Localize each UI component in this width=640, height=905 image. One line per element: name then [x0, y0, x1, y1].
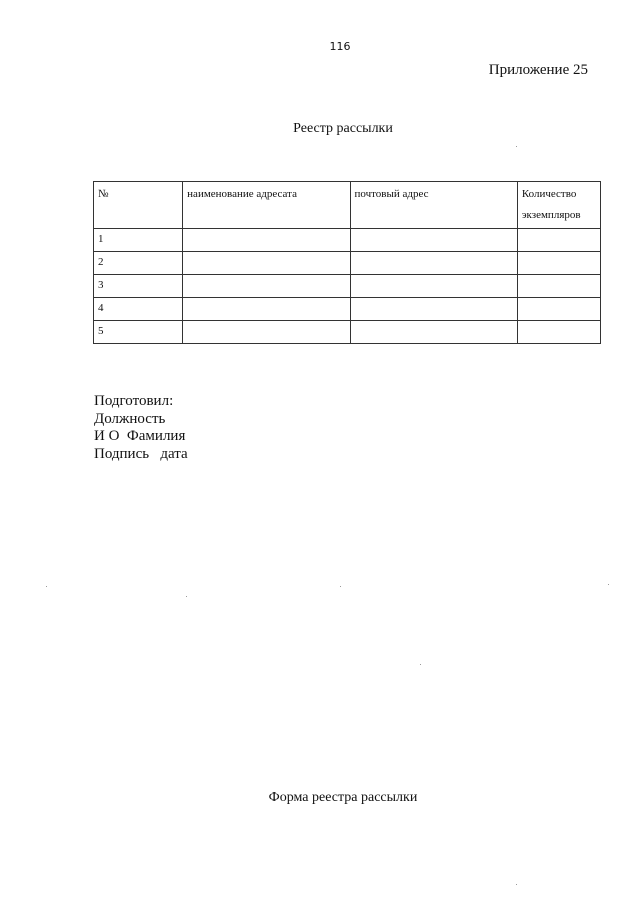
scan-speck [420, 664, 421, 665]
signature-block [94, 393, 188, 463]
scan-speck [516, 884, 517, 885]
postal-address-cell [350, 321, 517, 344]
page-number: 116 [329, 40, 351, 53]
table-header-row [94, 182, 601, 229]
row-number: 2 [94, 252, 183, 275]
scan-speck [46, 586, 47, 587]
postal-address-cell [350, 298, 517, 321]
row-number: 5 [94, 321, 183, 344]
appendix-label: Приложение 25 [488, 62, 588, 78]
table-row [94, 298, 601, 321]
column-header-copies: Количество экземпляров [517, 182, 600, 229]
recipient-name-cell [183, 321, 350, 344]
document-title: Реестр рассылки [293, 121, 393, 136]
recipient-name-cell [183, 229, 350, 252]
copies-cell [517, 321, 600, 344]
recipient-name-cell [183, 275, 350, 298]
scan-speck [608, 584, 609, 585]
recipient-name-cell [183, 252, 350, 275]
prepared-by-label: Подготовил: [94, 393, 174, 409]
position-label: Должность [94, 410, 166, 427]
copies-cell [517, 298, 600, 321]
row-number: 3 [94, 275, 183, 298]
table-row [94, 252, 601, 275]
table-row [94, 321, 601, 344]
full-name-label: И О Фамилия [94, 428, 186, 444]
column-header-recipient-name: наименование адресата [183, 182, 350, 229]
postal-address-cell [350, 229, 517, 252]
copies-cell [517, 275, 600, 298]
scan-speck [186, 596, 187, 597]
signature-date-label: Подпись дата [94, 445, 188, 462]
scan-speck [516, 146, 517, 147]
column-header-number: № [94, 182, 183, 229]
table-row [94, 275, 601, 298]
table-row [94, 229, 601, 252]
postal-address-cell [350, 252, 517, 275]
copies-cell [517, 252, 600, 275]
column-header-postal-address: почтовый адрес [350, 182, 517, 229]
registry-table [93, 181, 601, 344]
copies-cell [517, 229, 600, 252]
form-caption: Форма реестра рассылки [268, 790, 418, 805]
row-number: 4 [94, 298, 183, 321]
row-number: 1 [94, 229, 183, 252]
recipient-name-cell [183, 298, 350, 321]
postal-address-cell [350, 275, 517, 298]
scan-speck [340, 586, 341, 587]
